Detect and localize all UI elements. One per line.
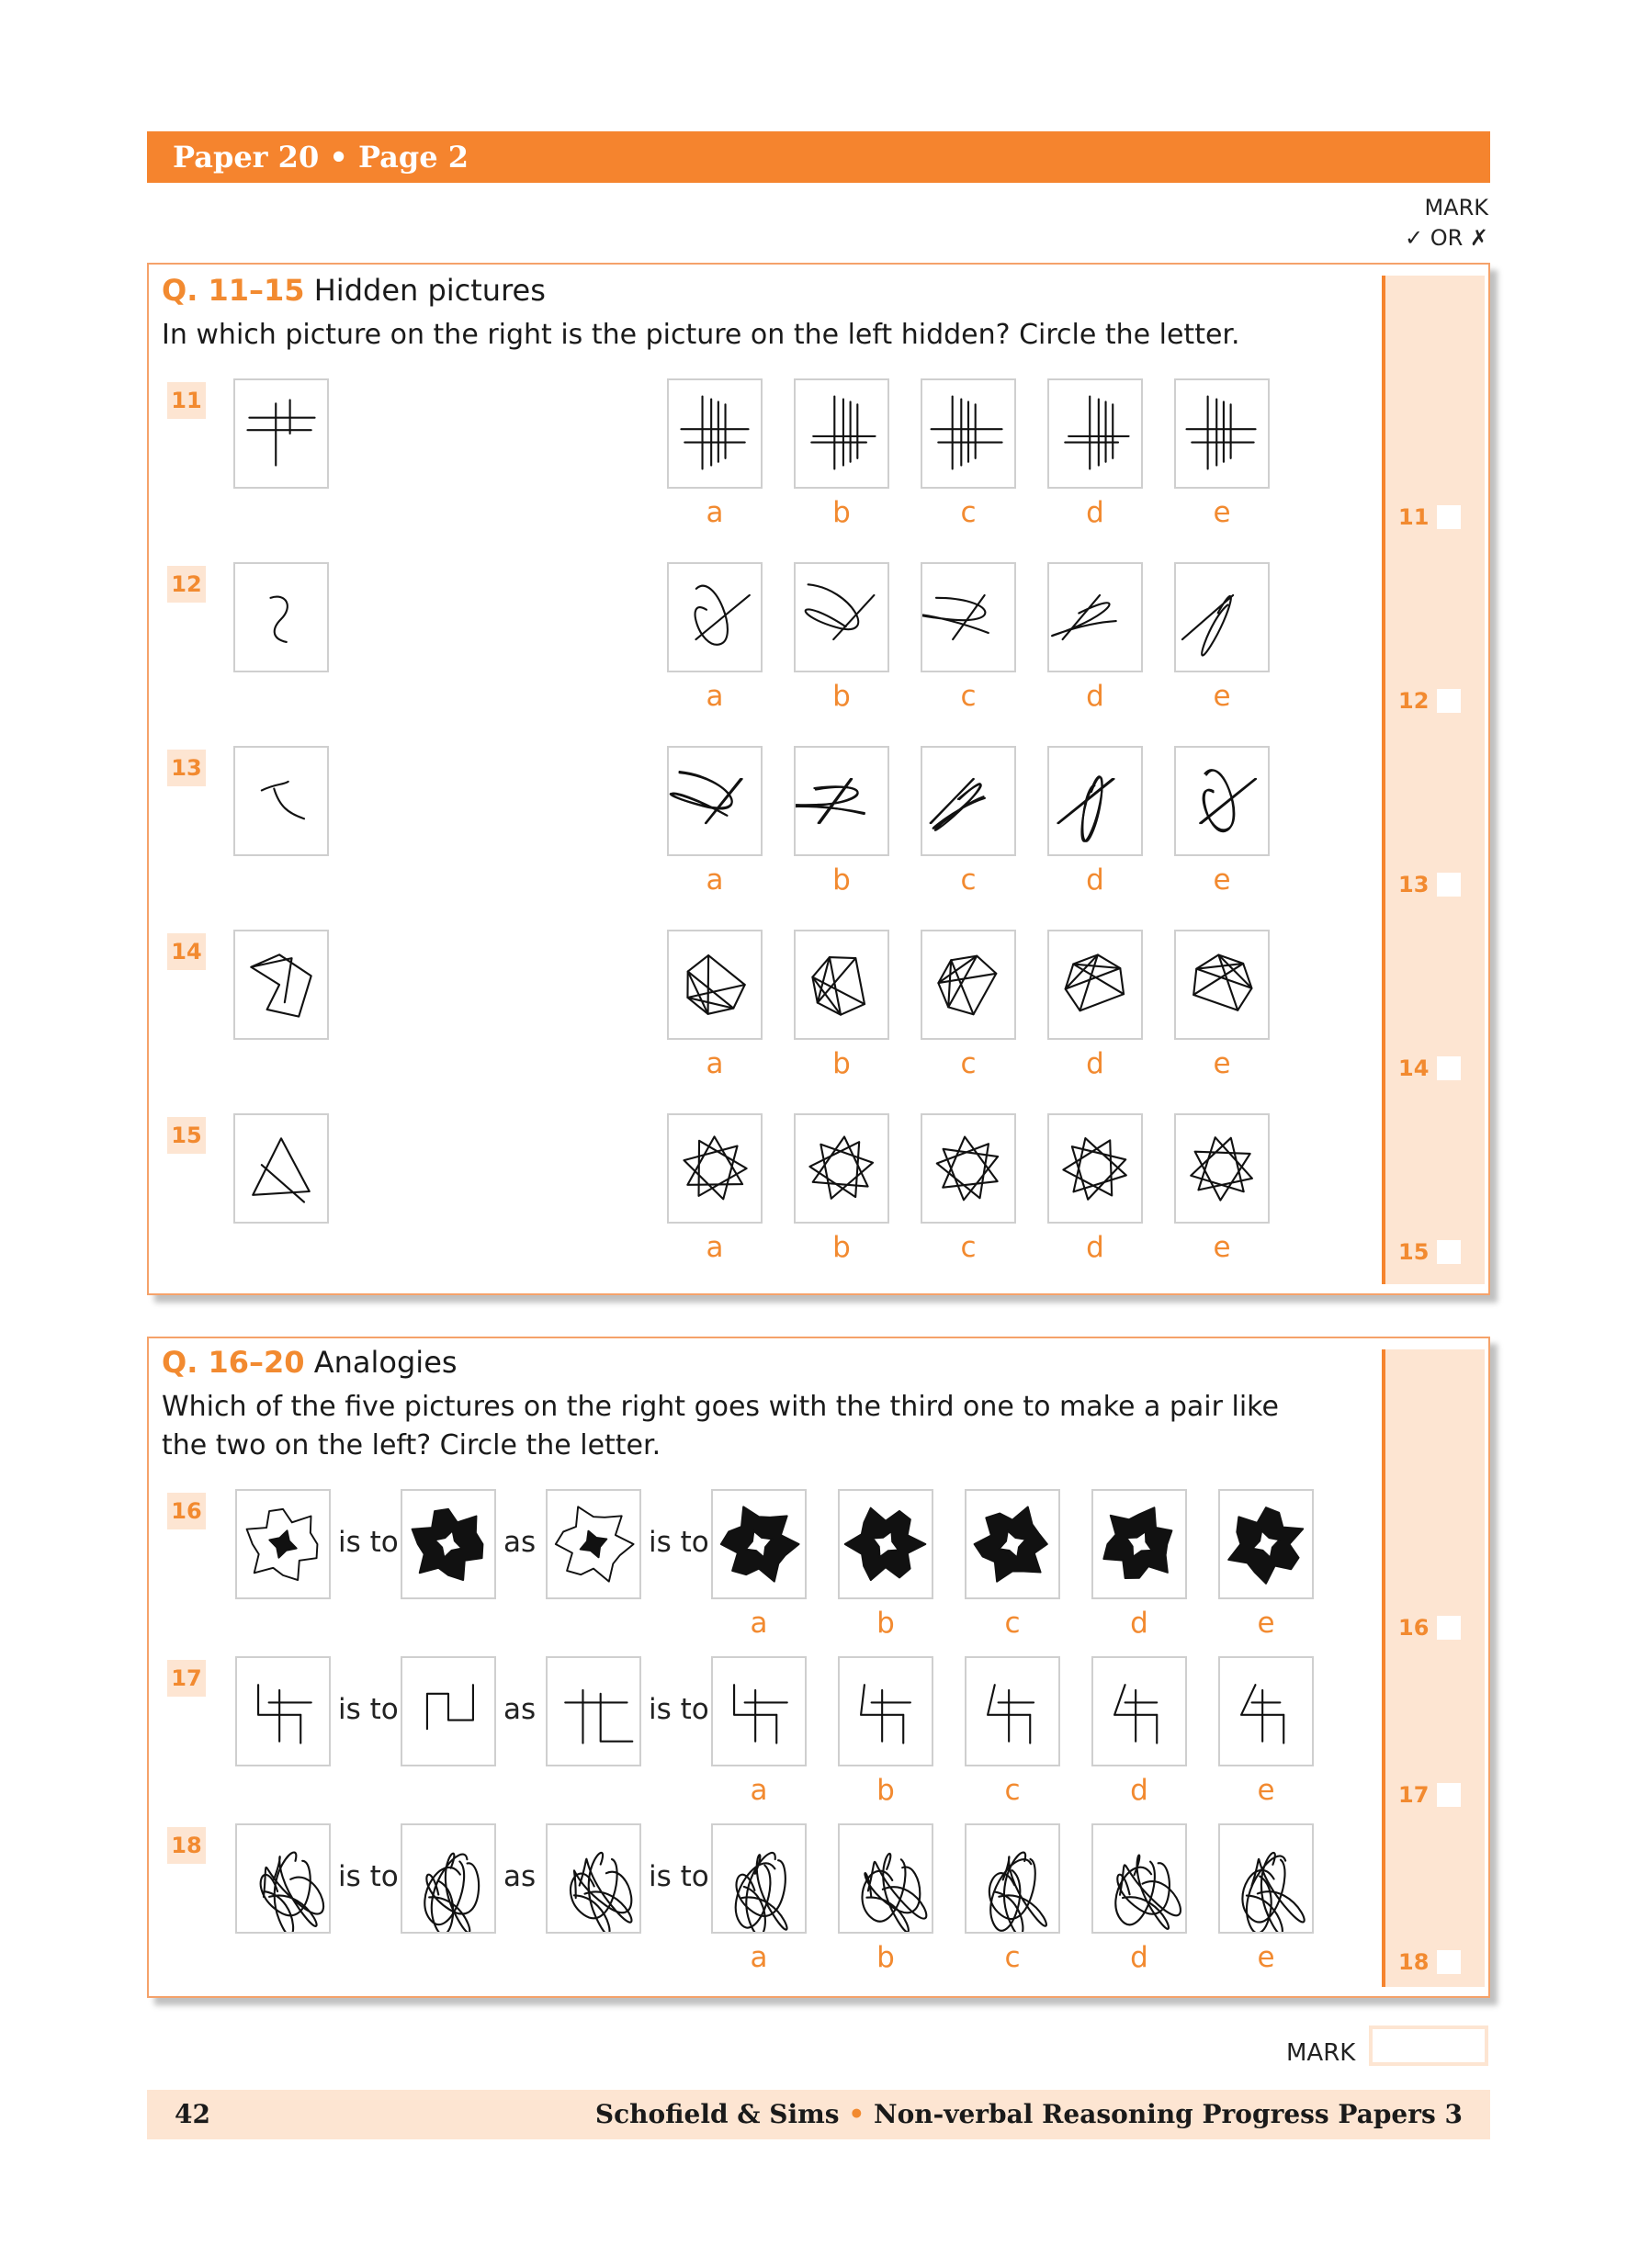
analogy-picture-1-drawing [237,1825,329,1932]
mark-number: 17 [1398,1782,1430,1808]
option-picture-drawing [966,1658,1058,1765]
answer-letter[interactable]: d [1130,1607,1148,1640]
option-picture [667,562,763,672]
mark-checkbox[interactable] [1437,689,1461,713]
answer-letter[interactable]: d [1086,1231,1104,1264]
mark-checkbox[interactable] [1437,1783,1461,1807]
answer-letter[interactable]: a [750,1941,768,1974]
answer-letter[interactable]: c [960,680,977,713]
answer-letter[interactable]: e [1213,496,1231,529]
analogy-picture-1 [235,1656,331,1766]
option-picture-drawing [1176,564,1268,671]
option-picture [921,1113,1016,1224]
option-picture [794,378,889,489]
answer-letter[interactable]: c [1004,1607,1021,1640]
option-picture-drawing [796,380,887,487]
answer-letter[interactable]: b [876,1774,895,1807]
option-picture-drawing [1176,748,1268,854]
answer-letter[interactable]: d [1086,863,1104,897]
option-picture-drawing [1220,1658,1312,1765]
option-picture-drawing [669,748,761,854]
answer-letter[interactable]: a [706,1047,724,1080]
option-picture-drawing [1049,1115,1141,1222]
answer-letter[interactable]: e [1213,680,1231,713]
option-picture [667,378,763,489]
option-picture [965,1656,1060,1766]
answer-letter[interactable]: e [1213,1231,1231,1264]
option-picture [1218,1489,1314,1599]
mark-checkbox[interactable] [1437,1056,1461,1080]
option-picture-drawing [922,380,1014,487]
option-picture-drawing [840,1491,932,1597]
mark-number: 12 [1398,688,1430,714]
answer-letter[interactable]: e [1257,1607,1275,1640]
option-picture-drawing [669,1115,761,1222]
option-picture [1218,1823,1314,1934]
analogy-picture-3 [546,1823,641,1934]
mark-column [1382,276,1485,1284]
option-picture [1218,1656,1314,1766]
page-number: 42 [175,2099,210,2129]
option-picture [1091,1656,1187,1766]
book-title: Non-verbal Reasoning Progress Papers 3 [873,2099,1463,2129]
target-picture-drawing [235,1115,327,1222]
tick-or-cross-label: ✓ OR ✗ [1404,225,1488,251]
answer-letter[interactable]: c [1004,1941,1021,1974]
option-picture-drawing [1093,1491,1185,1597]
as-text: as [503,1693,537,1726]
option-picture-drawing [669,931,761,1038]
option-picture [667,1113,763,1224]
target-picture [233,562,329,672]
option-picture-drawing [1176,931,1268,1038]
target-picture-drawing [235,564,327,671]
is-to-text: is to [338,1860,399,1893]
option-picture [667,930,763,1040]
analogies-section [147,1337,1490,1998]
is-to-text: is to [338,1693,399,1726]
answer-letter[interactable]: b [832,863,851,897]
answer-letter[interactable]: d [1086,1047,1104,1080]
question-number: 17 [167,1660,206,1697]
option-picture-drawing [669,564,761,671]
mark-number: 15 [1398,1239,1430,1265]
option-picture-drawing [1049,380,1141,487]
option-picture [838,1489,933,1599]
option-picture-drawing [922,564,1014,671]
analogy-picture-1-drawing [237,1658,329,1765]
target-picture [233,1113,329,1224]
answer-letter[interactable]: c [1004,1774,1021,1807]
question-number: 15 [167,1117,206,1154]
answer-letter[interactable]: a [706,496,724,529]
mark-checkbox[interactable] [1437,1240,1461,1264]
mark-checkbox[interactable] [1437,505,1461,529]
analogy-picture-2-drawing [402,1658,494,1765]
option-picture [1174,562,1270,672]
question-range: Q. 11–15 [162,273,305,308]
mark-number: 14 [1398,1055,1430,1081]
analogy-picture-3 [546,1489,641,1599]
option-picture [711,1489,807,1599]
target-picture-drawing [235,931,327,1038]
analogy-picture-3-drawing [548,1491,639,1597]
option-picture [1174,1113,1270,1224]
option-picture [711,1823,807,1934]
answer-letter[interactable]: c [960,1231,977,1264]
as-text: as [503,1526,537,1559]
option-picture-drawing [796,1115,887,1222]
mark-number: 13 [1398,872,1430,897]
target-picture [233,930,329,1040]
option-picture [794,1113,889,1224]
option-picture-drawing [922,931,1014,1038]
option-picture [794,562,889,672]
is-to-text: is to [649,1693,709,1726]
option-picture-drawing [922,748,1014,854]
option-picture-drawing [1176,1115,1268,1222]
book-credit [595,2090,1463,2139]
option-picture [794,930,889,1040]
total-mark-box[interactable] [1369,2025,1488,2066]
mark-checkbox[interactable] [1437,873,1461,897]
answer-letter[interactable]: e [1213,1047,1231,1080]
answer-letter[interactable]: b [832,1231,851,1264]
answer-letter[interactable]: b [832,1047,851,1080]
answer-letter[interactable]: e [1213,863,1231,897]
answer-letter[interactable]: b [876,1607,895,1640]
analogy-picture-2 [401,1489,496,1599]
answer-letter[interactable]: a [750,1774,768,1807]
analogy-picture-3-drawing [548,1658,639,1765]
answer-letter[interactable]: b [832,496,851,529]
page-header [147,131,1490,183]
mark-number: 16 [1398,1615,1430,1641]
answer-letter[interactable]: c [960,863,977,897]
answer-letter[interactable]: e [1257,1941,1275,1974]
is-to-text: is to [338,1526,399,1559]
page-footer [147,2090,1490,2139]
option-picture-drawing [713,1491,805,1597]
answer-letter[interactable]: a [706,1231,724,1264]
question-number: 18 [167,1827,206,1864]
option-picture-drawing [1093,1658,1185,1765]
option-picture-drawing [840,1658,932,1765]
option-picture-drawing [1176,380,1268,487]
option-picture [1174,930,1270,1040]
section-heading [162,272,546,309]
mark-checkbox[interactable] [1437,1950,1461,1974]
option-picture-drawing [713,1658,805,1765]
answer-letter[interactable]: b [876,1941,895,1974]
answer-letter[interactable]: a [706,680,724,713]
instruction-text: In which picture on the right is the picture on the left hidden? Circle the letter. [162,319,1240,351]
option-picture [965,1823,1060,1934]
option-picture [1047,378,1143,489]
analogy-picture-2 [401,1823,496,1934]
total-mark-label: MARK [1286,2039,1356,2067]
is-to-text: is to [649,1526,709,1559]
option-picture [794,746,889,856]
answer-letter[interactable]: a [750,1607,768,1640]
question-number: 11 [167,382,206,419]
section-heading [162,1344,458,1381]
option-picture-drawing [922,1115,1014,1222]
mark-heading-label: MARK [1424,195,1488,220]
mark-checkbox[interactable] [1437,1616,1461,1640]
option-picture [1047,746,1143,856]
answer-letter[interactable]: d [1086,680,1104,713]
analogy-picture-1-drawing [237,1491,329,1597]
question-range: Q. 16–20 [162,1345,305,1380]
option-picture [1047,930,1143,1040]
option-picture [1091,1489,1187,1599]
answer-letter[interactable]: a [706,863,724,897]
answer-letter[interactable]: c [960,1047,977,1080]
option-picture-drawing [966,1491,1058,1597]
option-picture-drawing [1220,1491,1312,1597]
mark-number: 18 [1398,1949,1430,1975]
mark-number: 11 [1398,504,1430,530]
instruction-text: Which of the five pictures on the right goes with the third one to make a pair like the two on the left? Circle the letter. [162,1391,1279,1461]
option-picture [921,378,1016,489]
option-picture [667,746,763,856]
option-picture-drawing [966,1825,1058,1932]
option-picture [921,930,1016,1040]
option-picture [1047,1113,1143,1224]
option-picture [838,1823,933,1934]
answer-letter[interactable]: d [1130,1941,1148,1974]
option-picture [965,1489,1060,1599]
analogy-picture-1 [235,1823,331,1934]
option-picture-drawing [1220,1825,1312,1932]
option-picture [711,1656,807,1766]
analogy-picture-3 [546,1656,641,1766]
option-picture-drawing [840,1825,932,1932]
option-picture [1047,562,1143,672]
answer-letter[interactable]: b [832,680,851,713]
target-picture [233,746,329,856]
answer-letter[interactable]: c [960,496,977,529]
option-picture [838,1656,933,1766]
analogy-picture-3-drawing [548,1825,639,1932]
option-picture-drawing [1049,748,1141,854]
option-picture-drawing [796,748,887,854]
option-picture-drawing [669,380,761,487]
option-picture-drawing [1093,1825,1185,1932]
question-number: 14 [167,933,206,970]
answer-letter[interactable]: e [1257,1774,1275,1807]
option-picture-drawing [1049,564,1141,671]
option-picture [1174,378,1270,489]
option-picture [921,562,1016,672]
option-picture-drawing [796,564,887,671]
question-number: 12 [167,566,206,603]
analogy-picture-2-drawing [402,1491,494,1597]
target-picture-drawing [235,748,327,854]
section-title: Analogies [313,1345,458,1380]
option-picture [1091,1823,1187,1934]
option-picture-drawing [796,931,887,1038]
analogy-picture-2-drawing [402,1825,494,1932]
analogy-picture-1 [235,1489,331,1599]
section-title: Hidden pictures [313,273,546,308]
option-picture [921,746,1016,856]
target-picture [233,378,329,489]
mark-column-heading [1378,193,1488,254]
as-text: as [503,1860,537,1893]
target-picture-drawing [235,380,327,487]
page-title: Paper 20 • Page 2 [173,140,469,175]
answer-letter[interactable]: d [1086,496,1104,529]
answer-letter[interactable]: d [1130,1774,1148,1807]
separator: • [848,2099,865,2129]
option-picture-drawing [1049,931,1141,1038]
hidden-pictures-section [147,263,1490,1295]
is-to-text: is to [649,1860,709,1893]
publisher-name: Schofield & Sims [594,2099,840,2129]
question-number: 16 [167,1493,206,1529]
option-picture [1174,746,1270,856]
analogy-picture-2 [401,1656,496,1766]
question-number: 13 [167,750,206,786]
option-picture-drawing [713,1825,805,1932]
mark-column [1382,1349,1485,1987]
